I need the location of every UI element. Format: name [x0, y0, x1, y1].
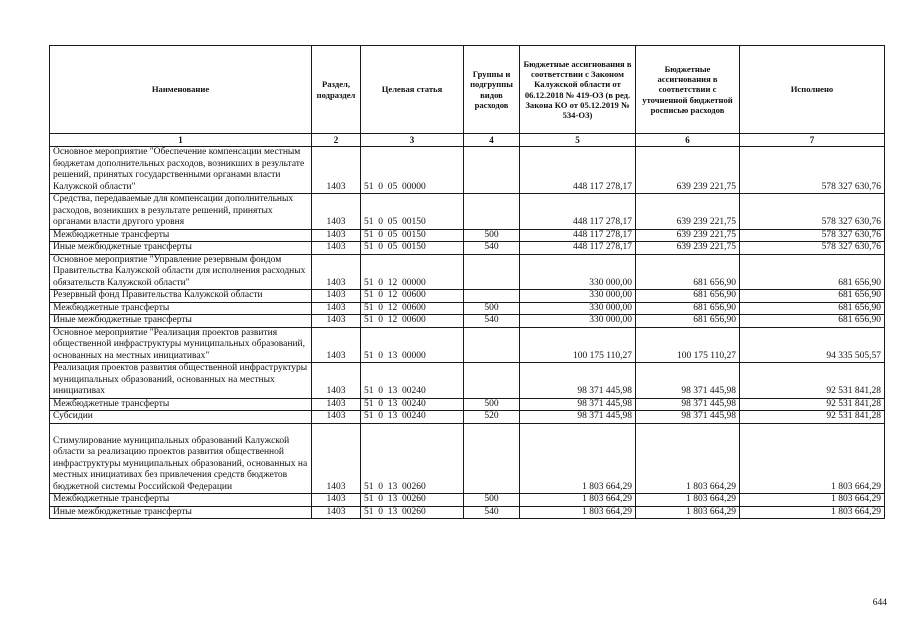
row-refined-amount: 639 239 221,75	[636, 147, 740, 194]
header-expense-group: Группы и подгруппы видов расходов	[464, 46, 520, 134]
row-target-article: 51 0 13 00240	[361, 363, 464, 399]
row-expense-group	[464, 194, 520, 230]
row-section: 1403	[312, 494, 361, 507]
row-refined-amount: 1 803 664,29	[636, 506, 740, 519]
row-expense-group	[464, 327, 520, 363]
row-refined-amount: 681 656,90	[636, 290, 740, 303]
row-refined-amount: 639 239 221,75	[636, 229, 740, 242]
header-executed: Исполнено	[740, 46, 885, 134]
row-name: Межбюджетные трансферты	[50, 494, 312, 507]
row-name: Межбюджетные трансферты	[50, 398, 312, 411]
row-executed-amount: 94 335 505,57	[740, 327, 885, 363]
row-plan-amount: 448 117 278,17	[520, 194, 636, 230]
row-target-article: 51 0 13 00000	[361, 327, 464, 363]
row-name: Иные межбюджетные трансферты	[50, 506, 312, 519]
page-number: 644	[872, 598, 887, 608]
row-expense-group	[464, 290, 520, 303]
row-section: 1403	[312, 147, 361, 194]
row-executed-amount: 681 656,90	[740, 302, 885, 315]
row-target-article: 51 0 13 00260	[361, 506, 464, 519]
header-target-article: Целевая статья	[361, 46, 464, 134]
header-name: Наименование	[50, 46, 312, 134]
row-expense-group: 500	[464, 229, 520, 242]
row-executed-amount: 92 531 841,28	[740, 363, 885, 399]
row-name: Стимулирование муниципальных образований Калужской области за реализацию проектов развития общественной инфраструктуры муниципальных образований, основанных на местных инициативах без привлечения средств бюджетов бюджетной системы Российской Федерации	[50, 423, 312, 494]
table-row	[50, 242, 885, 255]
row-expense-group: 520	[464, 411, 520, 424]
row-section: 1403	[312, 423, 361, 494]
row-refined-amount: 681 656,90	[636, 254, 740, 290]
table-row	[50, 398, 885, 411]
row-expense-group	[464, 254, 520, 290]
row-section: 1403	[312, 411, 361, 424]
header-refined-allocations: Бюджетные ассигнования в соответствии с уточненной бюджетной росписью расходов	[636, 46, 740, 134]
row-plan-amount: 1 803 664,29	[520, 506, 636, 519]
column-number-row	[50, 134, 885, 147]
row-refined-amount: 1 803 664,29	[636, 423, 740, 494]
row-refined-amount: 681 656,90	[636, 315, 740, 328]
row-expense-group: 500	[464, 494, 520, 507]
table-row	[50, 363, 885, 399]
row-executed-amount: 1 803 664,29	[740, 423, 885, 494]
row-section: 1403	[312, 302, 361, 315]
row-executed-amount: 578 327 630,76	[740, 229, 885, 242]
column-number: 1	[50, 134, 312, 147]
column-number: 7	[740, 134, 885, 147]
row-plan-amount: 1 803 664,29	[520, 494, 636, 507]
row-target-article: 51 0 05 00150	[361, 229, 464, 242]
row-plan-amount: 98 371 445,98	[520, 411, 636, 424]
row-target-article: 51 0 05 00150	[361, 194, 464, 230]
row-refined-amount: 98 371 445,98	[636, 363, 740, 399]
table-row	[50, 194, 885, 230]
row-plan-amount: 330 000,00	[520, 254, 636, 290]
column-number: 3	[361, 134, 464, 147]
row-refined-amount: 681 656,90	[636, 302, 740, 315]
row-plan-amount: 448 117 278,17	[520, 147, 636, 194]
row-name: Резервный фонд Правительства Калужской области	[50, 290, 312, 303]
row-name: Межбюджетные трансферты	[50, 302, 312, 315]
row-executed-amount: 92 531 841,28	[740, 398, 885, 411]
row-name: Средства, передаваемые для компенсации дополнительных расходов, возникших в результате решений, принятых органами власти другого уровня	[50, 194, 312, 230]
row-section: 1403	[312, 194, 361, 230]
row-executed-amount: 578 327 630,76	[740, 194, 885, 230]
table-row	[50, 147, 885, 194]
table-row	[50, 423, 885, 494]
row-section: 1403	[312, 229, 361, 242]
budget-execution-table	[49, 45, 885, 519]
row-expense-group: 540	[464, 315, 520, 328]
row-refined-amount: 1 803 664,29	[636, 494, 740, 507]
row-expense-group: 500	[464, 398, 520, 411]
table-body	[50, 147, 885, 519]
row-expense-group	[464, 363, 520, 399]
column-number: 6	[636, 134, 740, 147]
row-target-article: 51 0 13 00240	[361, 411, 464, 424]
row-section: 1403	[312, 327, 361, 363]
row-name: Субсидии	[50, 411, 312, 424]
row-refined-amount: 100 175 110,27	[636, 327, 740, 363]
table-row	[50, 229, 885, 242]
row-refined-amount: 639 239 221,75	[636, 194, 740, 230]
table-row	[50, 302, 885, 315]
table-row	[50, 254, 885, 290]
row-expense-group: 540	[464, 506, 520, 519]
column-number: 2	[312, 134, 361, 147]
row-expense-group	[464, 423, 520, 494]
column-number: 4	[464, 134, 520, 147]
row-plan-amount: 330 000,00	[520, 315, 636, 328]
row-executed-amount: 1 803 664,29	[740, 494, 885, 507]
row-plan-amount: 330 000,00	[520, 302, 636, 315]
table-row	[50, 506, 885, 519]
header-plan-allocations: Бюджетные ассигнования в соответствии с Законом Калужской области от 06.12.2018 № 419-ОЗ (в ред. Закона КО от 05.12.2019 № 534-ОЗ)	[520, 46, 636, 134]
row-plan-amount: 448 117 278,17	[520, 242, 636, 255]
row-name: Реализация проектов развития общественной инфраструктуры муниципальных образований, основанных на местных инициативах	[50, 363, 312, 399]
row-section: 1403	[312, 398, 361, 411]
row-name: Основное мероприятие "Реализация проектов развития общественной инфраструктуры муниципальных образований, основанных на местных инициативах"	[50, 327, 312, 363]
row-plan-amount: 448 117 278,17	[520, 229, 636, 242]
row-name: Межбюджетные трансферты	[50, 229, 312, 242]
row-name: Иные межбюджетные трансферты	[50, 315, 312, 328]
table-row	[50, 494, 885, 507]
row-target-article: 51 0 13 00260	[361, 494, 464, 507]
row-plan-amount: 98 371 445,98	[520, 363, 636, 399]
row-section: 1403	[312, 242, 361, 255]
header-row	[50, 46, 885, 134]
row-executed-amount: 578 327 630,76	[740, 147, 885, 194]
table-row	[50, 411, 885, 424]
row-section: 1403	[312, 315, 361, 328]
row-target-article: 51 0 05 00000	[361, 147, 464, 194]
row-target-article: 51 0 13 00240	[361, 398, 464, 411]
header-section: Раздел, подраздел	[312, 46, 361, 134]
row-target-article: 51 0 12 00000	[361, 254, 464, 290]
row-section: 1403	[312, 506, 361, 519]
row-name: Иные межбюджетные трансферты	[50, 242, 312, 255]
budget-document	[49, 45, 885, 519]
row-executed-amount: 92 531 841,28	[740, 411, 885, 424]
row-section: 1403	[312, 363, 361, 399]
row-target-article: 51 0 13 00260	[361, 423, 464, 494]
row-target-article: 51 0 12 00600	[361, 302, 464, 315]
row-expense-group	[464, 147, 520, 194]
row-refined-amount: 98 371 445,98	[636, 398, 740, 411]
row-executed-amount: 1 803 664,29	[740, 506, 885, 519]
row-executed-amount: 578 327 630,76	[740, 242, 885, 255]
row-plan-amount: 98 371 445,98	[520, 398, 636, 411]
row-target-article: 51 0 12 00600	[361, 315, 464, 328]
row-section: 1403	[312, 290, 361, 303]
row-refined-amount: 98 371 445,98	[636, 411, 740, 424]
row-expense-group: 540	[464, 242, 520, 255]
row-refined-amount: 639 239 221,75	[636, 242, 740, 255]
row-plan-amount: 330 000,00	[520, 290, 636, 303]
table-row	[50, 315, 885, 328]
column-number: 5	[520, 134, 636, 147]
row-plan-amount: 100 175 110,27	[520, 327, 636, 363]
row-section: 1403	[312, 254, 361, 290]
row-target-article: 51 0 05 00150	[361, 242, 464, 255]
row-executed-amount: 681 656,90	[740, 315, 885, 328]
row-name: Основное мероприятие "Управление резервным фондом Правительства Калужской области для исполнения расходных обязательств Калужской области"	[50, 254, 312, 290]
row-executed-amount: 681 656,90	[740, 254, 885, 290]
row-expense-group: 500	[464, 302, 520, 315]
row-target-article: 51 0 12 00600	[361, 290, 464, 303]
row-plan-amount: 1 803 664,29	[520, 423, 636, 494]
row-name: Основное мероприятие "Обеспечение компенсации местным бюджетам дополнительных расходов, возникших в результате решений, принятых государственными органами власти Калужской области"	[50, 147, 312, 194]
row-executed-amount: 681 656,90	[740, 290, 885, 303]
table-row	[50, 290, 885, 303]
table-row	[50, 327, 885, 363]
